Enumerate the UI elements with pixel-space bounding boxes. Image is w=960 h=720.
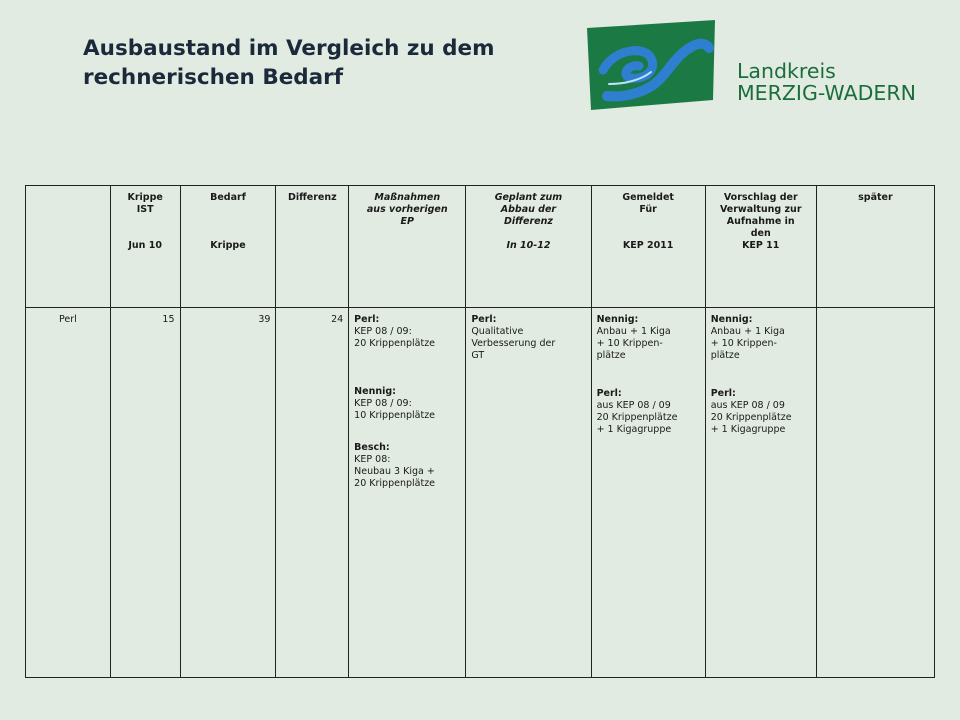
landkreis-river-logo-icon: [585, 18, 717, 116]
vorschlag-perl-title: Perl:: [710, 388, 736, 399]
header-bedarf: [180, 186, 276, 308]
massnahmen-besch-line: Neubau 3 Kiga +: [354, 466, 435, 477]
massnahmen-perl-title: Perl:: [354, 314, 380, 325]
row-label-perl: Perl: [26, 308, 111, 678]
header-geplant: [466, 186, 591, 308]
massnahmen-nennig-line: KEP 08 / 09:: [354, 398, 412, 409]
header-text: KEP 11: [742, 240, 780, 251]
slide-title-line1: Ausbaustand im Vergleich zu dem: [83, 36, 495, 61]
gemeldet-perl-line: 20 Krippenplätze: [596, 412, 678, 423]
header-vorschlag: [705, 186, 816, 308]
massnahmen-nennig-title: Nennig:: [354, 386, 396, 397]
header-gemeldet: [591, 186, 705, 308]
vorschlag-nennig-title: Nennig:: [710, 314, 753, 325]
header-text: Vorschlag der: [723, 192, 798, 203]
vorschlag-perl-line: 20 Krippenplätze: [710, 412, 792, 423]
header-text: Jun 10: [128, 240, 162, 251]
header-text: Maßnahmen: [374, 192, 441, 203]
slide-title: [83, 34, 495, 92]
header-text: Abbau der: [500, 204, 557, 215]
cell-massnahmen: [349, 308, 466, 678]
gemeldet-perl-line: + 1 Kigagruppe: [596, 424, 672, 435]
cell-differenz: 24: [276, 308, 349, 678]
cell-vorschlag: [705, 308, 816, 678]
header-krippe-ist: [110, 186, 180, 308]
header-text: Geplant zum: [494, 192, 563, 203]
slide-title-line2: rechnerischen Bedarf: [83, 65, 344, 90]
massnahmen-perl-line: 20 Krippenplätze: [354, 338, 436, 349]
header-text: Krippe: [210, 240, 246, 251]
header-text: In 10-12: [506, 240, 551, 251]
geplant-line: GT: [471, 350, 485, 361]
massnahmen-nennig-line: 10 Krippenplätze: [354, 410, 436, 421]
comparison-table: [25, 185, 935, 678]
vorschlag-nennig-line: + 10 Krippen-: [710, 338, 777, 349]
cell-geplant: [466, 308, 591, 678]
gemeldet-perl-line: aus KEP 08 / 09: [596, 400, 671, 411]
cell-gemeldet: [591, 308, 705, 678]
header-text: EP: [400, 216, 414, 227]
header-text: Für: [639, 204, 657, 215]
header-empty-cell: [26, 186, 111, 308]
header-text: KEP 2011: [622, 240, 674, 251]
geplant-line: Qualitative: [471, 326, 524, 337]
gemeldet-nennig-line: Anbau + 1 Kiga: [596, 326, 671, 337]
table-header-row: [26, 186, 935, 308]
landkreis-wordmark: [737, 60, 916, 104]
header-text: Bedarf: [210, 192, 246, 203]
wordmark-line2: MERZIG-WADERN: [737, 81, 916, 105]
vorschlag-nennig-line: Anbau + 1 Kiga: [710, 326, 785, 337]
header-text: den: [750, 228, 771, 239]
massnahmen-besch-line: KEP 08:: [354, 454, 391, 465]
gemeldet-nennig-line: plätze: [596, 350, 626, 361]
header-text: Aufnahme in: [726, 216, 795, 227]
header-text: Gemeldet: [622, 192, 674, 203]
gemeldet-nennig-line: + 10 Krippen-: [596, 338, 663, 349]
gemeldet-perl-title: Perl:: [596, 388, 622, 399]
header-text: aus vorherigen: [366, 204, 448, 215]
cell-bedarf: 39: [180, 308, 276, 678]
geplant-line: Verbesserung der: [471, 338, 556, 349]
header-text: Krippe: [127, 192, 163, 203]
cell-spaeter: [816, 308, 934, 678]
vorschlag-perl-line: + 1 Kigagruppe: [710, 424, 786, 435]
header-text: Verwaltung zur: [719, 204, 802, 215]
header-massnahmen: [349, 186, 466, 308]
wordmark-line1: Landkreis: [737, 59, 836, 83]
table-row-perl: [26, 308, 935, 678]
massnahmen-perl-line: KEP 08 / 09:: [354, 326, 412, 337]
massnahmen-besch-line: 20 Krippenplätze: [354, 478, 436, 489]
gemeldet-nennig-title: Nennig:: [596, 314, 639, 325]
header-text: Differenz: [503, 216, 553, 227]
vorschlag-nennig-line: plätze: [710, 350, 740, 361]
geplant-perl-title: Perl:: [471, 314, 497, 325]
header-differenz: Differenz: [276, 186, 349, 308]
massnahmen-besch-title: Besch:: [354, 442, 390, 453]
header-text: IST: [136, 204, 154, 215]
vorschlag-perl-line: aus KEP 08 / 09: [710, 400, 785, 411]
cell-krippe-ist: 15: [110, 308, 180, 678]
header-spaeter: später: [816, 186, 934, 308]
